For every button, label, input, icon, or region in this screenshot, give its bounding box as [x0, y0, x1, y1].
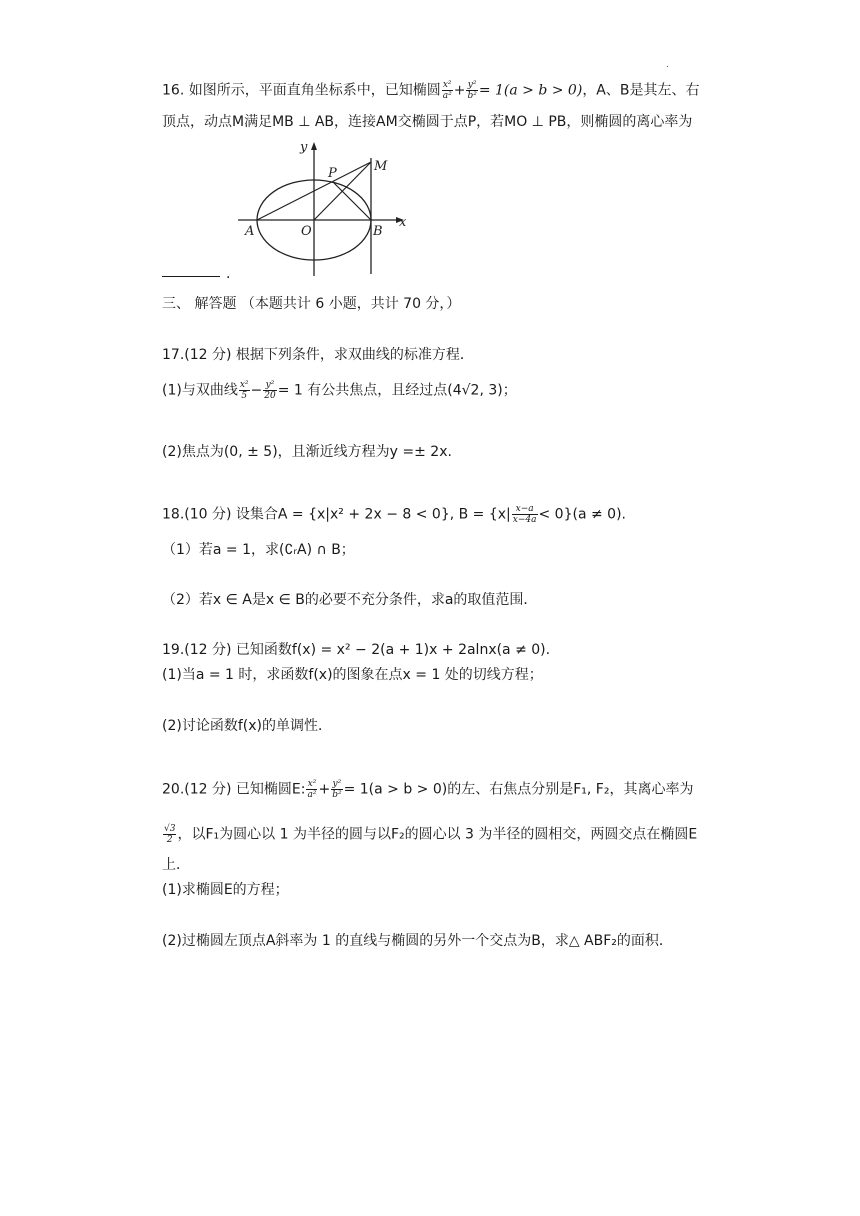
q16-frac-y: $\frac{\text{y²}}{\text{b²}}$	[467, 80, 477, 101]
corner-mark: .	[666, 60, 669, 70]
q17-frac-x: $\frac{\text{x²}}{5}$	[239, 380, 249, 401]
answer-blank	[162, 276, 220, 277]
q17-part-1: (1)与双曲线 $\frac{\text{x²}}{5}$ − $\frac{\text{y²}}{20}$ = 1 有公共焦点，且经过点(4√2, 3)；	[162, 380, 517, 401]
y-axis-arrow	[311, 142, 317, 150]
q16-intro: 16. 如图所示，平面直角坐标系中，已知椭圆	[162, 82, 441, 99]
q20-frac-e: $\frac{√3}{2}$	[164, 824, 176, 845]
label-a: A	[245, 224, 255, 239]
q20-part-1: (1)求椭圆E的方程；	[162, 882, 289, 898]
ellipse-figure	[236, 140, 416, 278]
answer-blank-period: .	[226, 266, 231, 282]
q18-heading: 18.(10 分) 设集合A = {x|x² + 2x − 8 < 0}, B = {x| $\frac{x-a}{x-4a}$ < 0}(a ≠ 0).	[162, 504, 626, 525]
label-m: M	[374, 159, 388, 174]
label-o: O	[301, 224, 312, 239]
q19-part-2: (2)讨论函数f(x)的单调性．	[162, 718, 332, 734]
label-b: B	[373, 224, 383, 239]
q17-heading: 17.(12 分) 根据下列条件，求双曲线的标准方程．	[162, 347, 474, 363]
q16-line-1: 16. 如图所示，平面直角坐标系中，已知椭圆 $\frac{\text{x²}}{\text{a²}}$ + $\frac{\text{y²}}{\text{b²}}$ = 1(a > b > 0)，A、B是其左、右	[162, 80, 700, 101]
q16-intro-tail: ，A、B是其左、右	[582, 82, 700, 99]
q20-line-2: $\frac{√3}{2}$ ，以F₁为圆心以 1 为半径的圆与以F₂的圆心以 3 为半径的圆相交，两圆交点在椭圆E	[164, 824, 698, 845]
q20-heading: 20.(12 分) 已知椭圆E: $\frac{\text{x²}}{\text{a²}}$ + $\frac{\text{y²}}{\text{b²}}$ = 1(a > b > 0)的左、右焦点分别是F₁, F₂，其离心率为	[162, 779, 694, 800]
label-y: y	[300, 140, 308, 155]
q20-frac-x: $\frac{\text{x²}}{\text{a²}}$	[307, 779, 317, 800]
q17-frac-y: $\frac{\text{y²}}{20}$	[264, 380, 276, 401]
label-x: x	[399, 215, 407, 230]
section-3-heading: 三、 解答题 （本题共计 6 小题，共计 70 分，）	[162, 296, 461, 312]
q18-part-1: （1）若a = 1，求(∁ᵣA) ∩ B；	[162, 542, 355, 558]
q19-heading: 19.(12 分) 已知函数f(x) = x² − 2(a + 1)x + 2alnx(a ≠ 0).	[162, 642, 551, 658]
q16-line-2: 顶点，动点M满足MB ⊥ AB，连接AM交椭圆于点P，若MO ⊥ PB，则椭圆的离心率为	[162, 114, 693, 130]
q20-part-2: (2)过椭圆左顶点A斜率为 1 的直线与椭圆的另外一个交点为B，求△ ABF₂的面积．	[162, 933, 673, 949]
q17-part-2: (2)焦点为(0, ± 5)，且渐近线方程为y =± 2x.	[162, 444, 452, 460]
q16-eq-rest: = 1(a > b > 0)	[478, 82, 583, 99]
q18-frac: $\frac{x-a}{x-4a}$	[512, 504, 537, 525]
q19-part-1: (1)当a = 1 时，求函数f(x)的图象在点x = 1 处的切线方程；	[162, 667, 543, 683]
q16-frac-x: $\frac{\text{x²}}{\text{a²}}$	[442, 80, 452, 101]
q18-part-2: （2）若x ∈ A是x ∈ B的必要不充分条件，求a的取值范围．	[162, 592, 538, 608]
q20-line-3: 上．	[162, 857, 190, 873]
q20-frac-y: $\frac{\text{y²}}{\text{b²}}$	[332, 779, 342, 800]
line-pb	[333, 182, 371, 220]
label-p: P	[328, 166, 337, 181]
